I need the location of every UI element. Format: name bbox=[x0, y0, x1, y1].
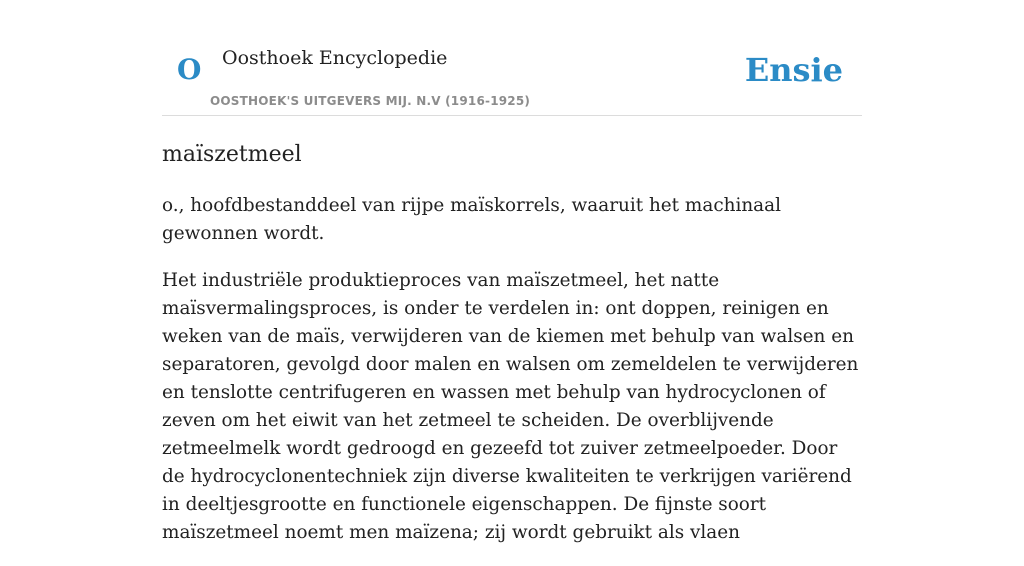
content-container bbox=[162, 0, 862, 543]
site-header bbox=[162, 0, 862, 116]
publisher-subtitle: OOSTHOEK'S UITGEVERS MIJ. N.V (1916-1925) bbox=[210, 94, 531, 108]
entry-body bbox=[162, 192, 862, 566]
entry-paragraph: Het industriële produktieproces van maïszetmeel, het natte maïsvermalingsproces, is onder te verdelen in: ont doppen, reinigen en weken van de maïs, verwijderen van de kiemen met behulp van walsen en separatoren, gevolgd door malen en walsen om zemeldelen te verwijderen en tenslotte centrifugeren en wassen met behulp van hydrocyclonen of zeven om het eiwit van het zetmeel te scheiden. De overblijvende zetmeelmelk wordt gedroogd en gezeefd tot zuiver zetmeelpoeder. Door de hydrocyclonentechniek zijn diverse kwaliteiten te verkrijgen variërend in deeltjesgrootte en functionele eigenschappen. De fijnste soort maïszetmeel noemt men maïzena; zij wordt gebruikt als vlaen bbox=[162, 270, 859, 543]
entry-paragraph: o., hoofdbestanddeel van rijpe maïskorrels, waaruit het machinaal gewonnen wordt. bbox=[162, 195, 781, 244]
site-title-link[interactable]: Oosthoek Encyclopedie bbox=[222, 47, 448, 69]
ensie-brand-link[interactable]: Ensie bbox=[744, 51, 843, 89]
publisher-logo[interactable]: O bbox=[177, 53, 202, 86]
entry-title: maïszetmeel bbox=[162, 142, 302, 167]
